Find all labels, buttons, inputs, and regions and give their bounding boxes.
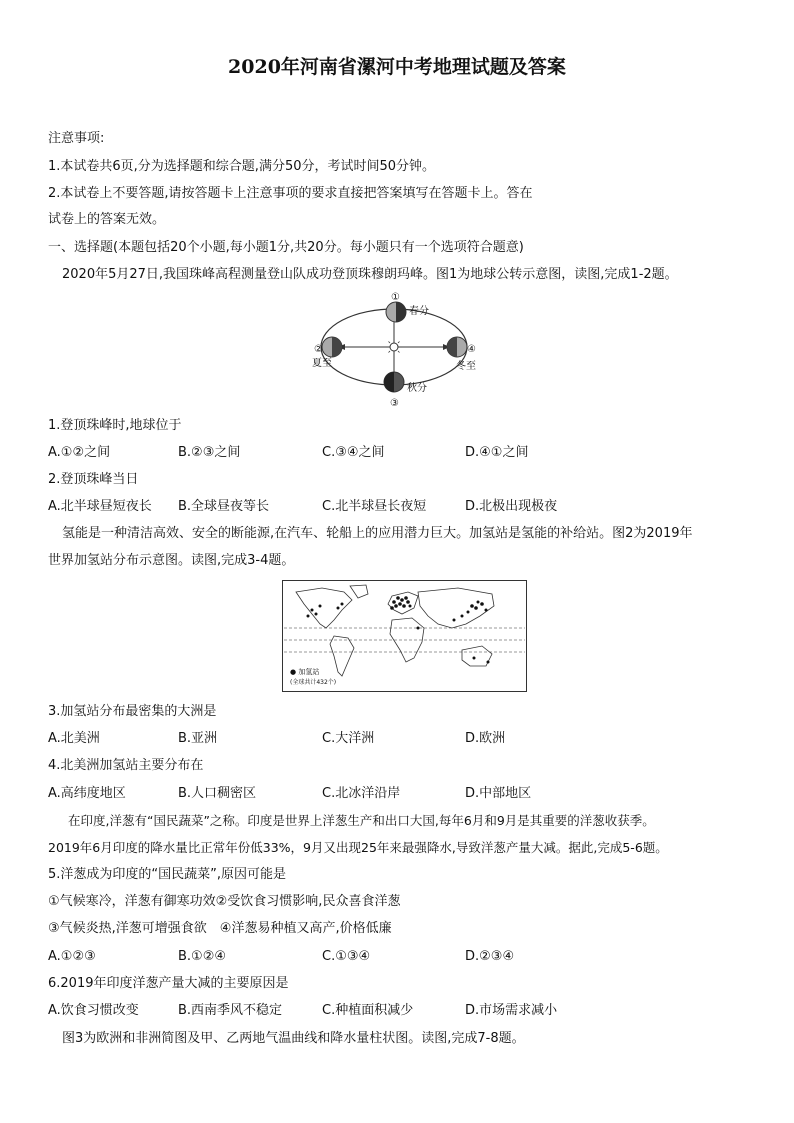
intro-paragraph-2a: 氢能是一种清洁高效、安全的断能源,在汽车、轮船上的应用潜力巨大。加氢站是氢能的补给站。图2为2019年: [62, 526, 693, 541]
question-2-option-b: B.全球昼夜等长: [178, 499, 270, 514]
intro-paragraph-1: 2020年5月27日,我国珠峰高程测量登山队成功登顶珠穆朗玛峰。图1为地球公转示意图，读图,完成1-2题。: [62, 267, 678, 282]
question-6-stem: 6.2019年印度洋葱产量大减的主要原因是: [48, 976, 289, 991]
label-summer: 夏至: [312, 358, 332, 369]
number-1: ①: [391, 292, 400, 303]
question-1-option-c: C.③④之间: [322, 445, 385, 460]
earth-spring-icon: [386, 302, 406, 322]
number-3: ③: [390, 398, 399, 408]
question-1-option-b: B.②③之间: [178, 445, 241, 460]
intro-paragraph-3b: 2019年6月印度的降水量比正常年份低33%，9月又出现25年来最强降水,导致洋葱产量大减。据此,完成5-6题。: [48, 840, 668, 855]
number-4: ④: [467, 344, 476, 355]
figure-2-world-map: [282, 580, 527, 692]
question-5-option-b: B.①②④: [178, 949, 227, 964]
legend-title: ● 加氢站: [290, 668, 320, 676]
earth-autumn-icon: [384, 372, 404, 392]
question-3-option-a: A.北美洲: [48, 731, 100, 746]
intro-paragraph-2b: 世界加氢站分布示意图。读图,完成3-4题。: [48, 553, 295, 568]
question-3-stem: 3.加氢站分布最密集的大洲是: [48, 704, 217, 719]
question-5-option-d: D.②③④: [465, 949, 515, 964]
question-5-line-1: ①气候寒冷，洋葱有御寒功效②受饮食习惯影响,民众喜食洋葱: [48, 894, 401, 909]
question-4-stem: 4.北美洲加氢站主要分布在: [48, 758, 204, 773]
question-5-option-c: C.①③④: [322, 949, 371, 964]
question-4-option-d: D.中部地区: [465, 786, 532, 801]
question-1-option-d: D.④①之间: [465, 445, 529, 460]
earth-summer-icon: [322, 337, 342, 357]
question-4-option-b: B.人口稠密区: [178, 786, 257, 801]
question-2-option-a: A.北半球昼短夜长: [48, 499, 152, 514]
earth-winter-icon: [447, 337, 467, 357]
notes-heading: 注意事项:: [48, 131, 105, 146]
question-5-stem: 5.洋葱成为印度的“国民蔬菜”,原因可能是: [48, 867, 287, 882]
question-6-option-d: D.市场需求减小: [465, 1003, 558, 1018]
notes-item-2b: 试卷上的答案无效。: [48, 212, 166, 227]
question-5-line-2: ③气候炎热,洋葱可增强食欲 ④洋葱易种植又高产,价格低廉: [48, 921, 392, 936]
question-6-option-c: C.种植面积减少: [322, 1003, 414, 1018]
number-2: ②: [314, 344, 323, 355]
question-3-option-d: D.欧洲: [465, 731, 506, 746]
question-2-stem: 2.登顶珠峰当日: [48, 472, 139, 487]
question-4-option-a: A.高纬度地区: [48, 786, 126, 801]
question-1-stem: 1.登顶珠峰时,地球位于: [48, 418, 182, 433]
question-3-option-c: C.大洋洲: [322, 731, 375, 746]
label-autumn: 秋分: [407, 383, 427, 394]
question-3-option-b: B.亚洲: [178, 731, 218, 746]
question-1-option-a: A.①②之间: [48, 445, 111, 460]
question-6-option-a: A.饮食习惯改变: [48, 1003, 139, 1018]
label-winter: 冬至: [456, 361, 476, 372]
question-5-option-a: A.①②③: [48, 949, 96, 964]
notes-item-2a: 2.本试卷上不要答题,请按答题卡上注意事项的要求直接把答案填写在答题卡上。答在: [48, 186, 533, 201]
legend-total: (全球共计432个): [290, 679, 337, 686]
label-spring: 春分: [409, 306, 429, 317]
question-6-option-b: B.西南季风不稳定: [178, 1003, 283, 1018]
notes-item-1: 1.本试卷共6页,分为选择题和综合题,满分50分，考试时间50分钟。: [48, 159, 436, 174]
question-4-option-c: C.北冰洋沿岸: [322, 786, 401, 801]
intro-paragraph-3a: 在印度,洋葱有“国民蔬菜”之称。印度是世界上洋葱生产和出口大国,每年6月和9月是其重要的洋葱收获季。: [68, 813, 655, 828]
intro-paragraph-4: 图3为欧洲和非洲简图及甲、乙两地气温曲线和降水量柱状图。读图,完成7-8题。: [62, 1031, 525, 1046]
section-heading: 一、选择题(本题包括20个小题,每小题1分,共20分。每小题只有一个选项符合题意): [48, 240, 524, 255]
page-title: 2020年河南省漯河中考地理试题及答案: [228, 56, 566, 78]
question-2-option-c: C.北半球昼长夜短: [322, 499, 427, 514]
figure-1-revolution-diagram: [304, 290, 484, 408]
question-2-option-d: D.北极出现极夜: [465, 499, 558, 514]
